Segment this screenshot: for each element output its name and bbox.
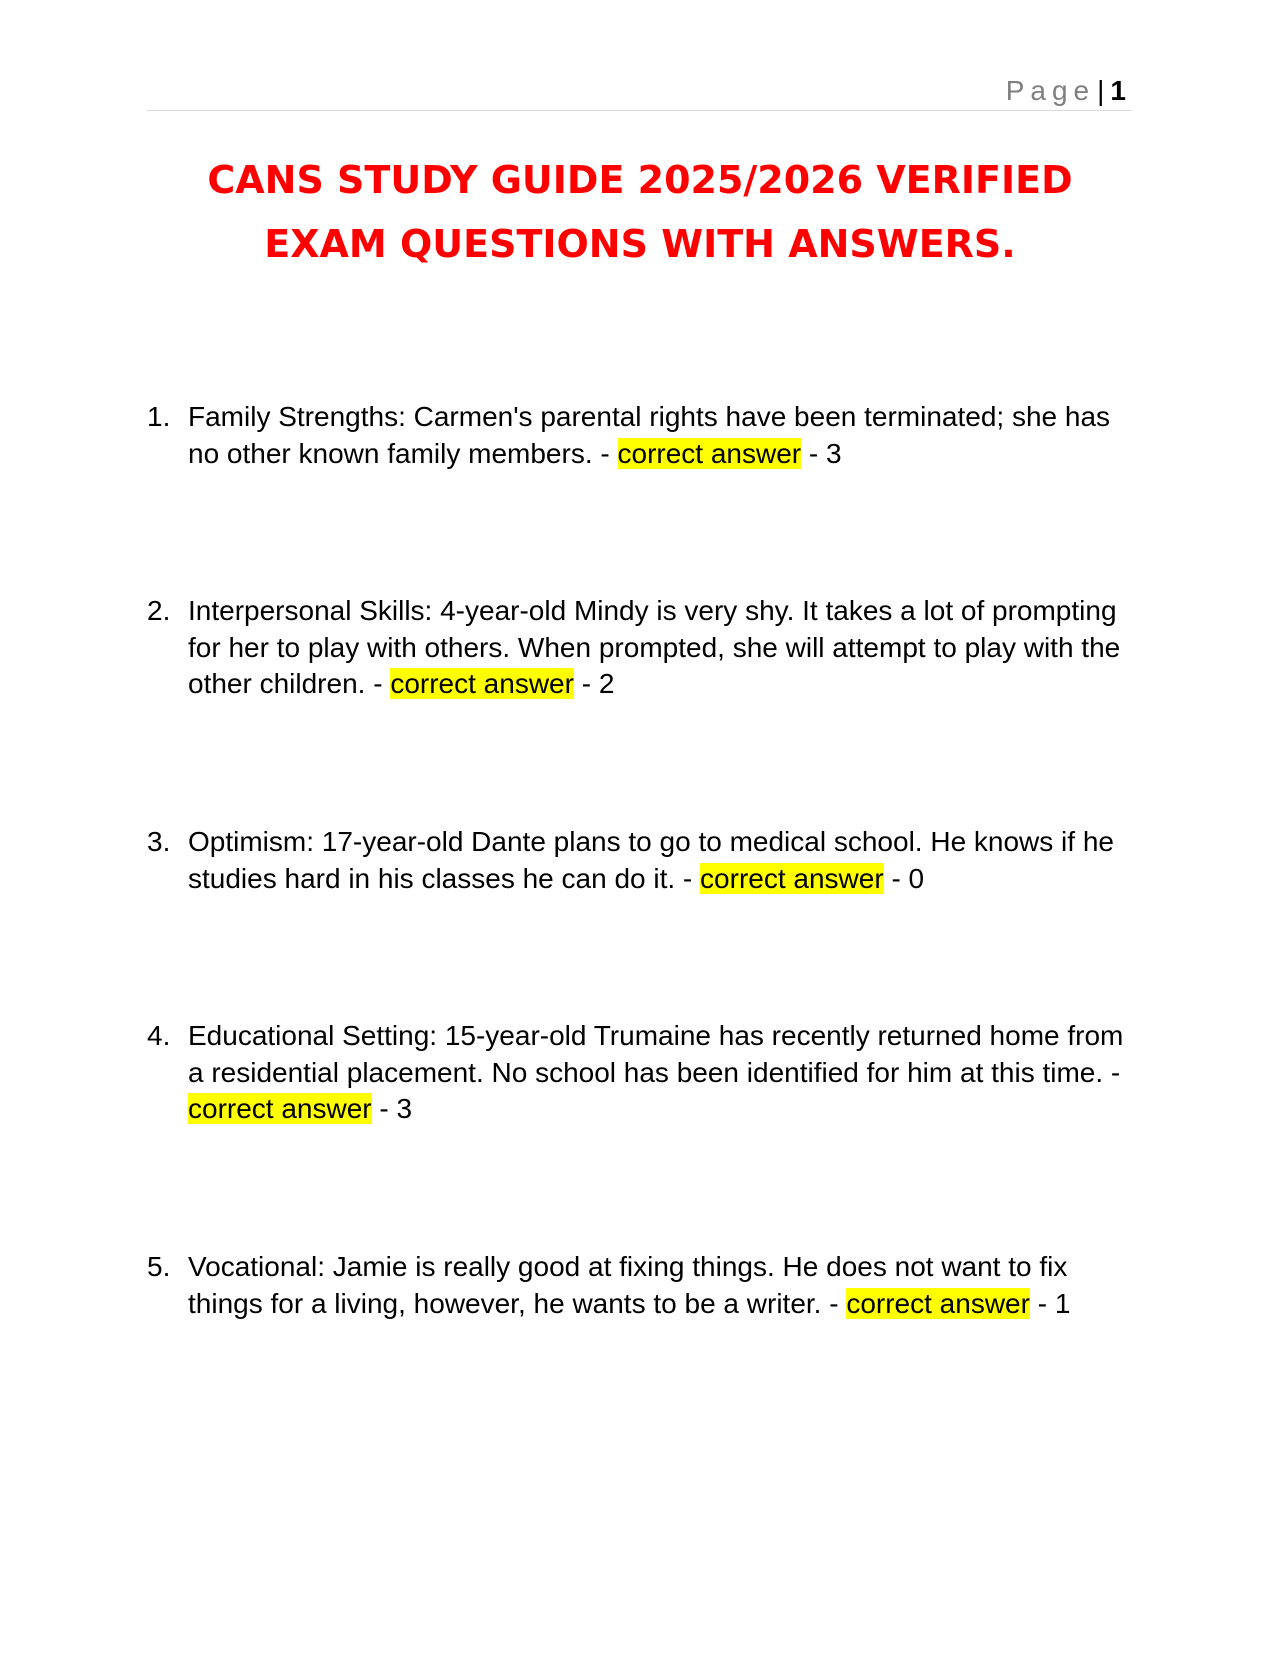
question-text <box>188 399 1137 472</box>
correct-answer-highlight: correct answer <box>188 1093 372 1124</box>
question-number: 5. <box>147 1251 171 1282</box>
question-item-5 <box>147 1249 1137 1322</box>
question-body: Optimism: 17-year-old Dante plans to go to medical school. He knows if he studies hard in his classes he can do it. - <box>188 826 1114 894</box>
answer-value: - 3 <box>801 437 842 469</box>
answer-value: - 3 <box>371 1093 413 1124</box>
correct-answer-highlight: correct answer <box>846 1287 1030 1319</box>
answer-value: - 1 <box>1029 1287 1071 1319</box>
page-separator: | <box>1097 75 1105 106</box>
correct-answer-highlight: correct answer <box>617 437 802 469</box>
question-item-4 <box>147 1018 1137 1128</box>
question-item-3 <box>147 824 1137 897</box>
question-item-1 <box>147 399 1137 472</box>
correct-answer-highlight: correct answer <box>390 668 574 699</box>
correct-answer-highlight: correct answer <box>700 862 884 894</box>
question-text <box>188 593 1137 703</box>
question-item-2 <box>147 593 1137 703</box>
question-text <box>188 1249 1137 1322</box>
page-number-label <box>1006 74 1126 108</box>
question-body: Family Strengths: Carmen's parental rights have been terminated; she has no other known family members. - <box>188 401 1111 469</box>
answer-value: - 0 <box>883 862 925 894</box>
page-header <box>147 70 1132 111</box>
title-line-2: EXAM QUESTIONS WITH ANSWERS. <box>264 222 1016 266</box>
page-word: Page <box>1005 75 1096 106</box>
document-title <box>130 148 1150 276</box>
question-number: 4. <box>147 1020 171 1051</box>
answer-value: - 2 <box>573 668 615 699</box>
question-number: 2. <box>147 595 171 626</box>
question-number: 3. <box>147 826 171 857</box>
question-number: 1. <box>147 401 171 432</box>
question-text <box>188 824 1137 897</box>
page-number: 1 <box>1110 75 1126 106</box>
question-body: Vocational: Jamie is really good at fixing things. He does not want to fix things for a living, however, he wants to be a writer. - <box>188 1251 1068 1319</box>
question-body: Educational Setting: 15-year-old Trumaine has recently returned home from a residential placement. No school has been identified for him at this time. - <box>188 1020 1124 1088</box>
question-body: Interpersonal Skills: 4-year-old Mindy is very shy. It takes a lot of prompting for her to play with others. When prompted, she will attempt to play with the other children. - <box>188 595 1121 699</box>
question-text <box>188 1018 1137 1128</box>
title-line-1: CANS STUDY GUIDE 2025/2026 VERIFIED <box>207 158 1073 202</box>
